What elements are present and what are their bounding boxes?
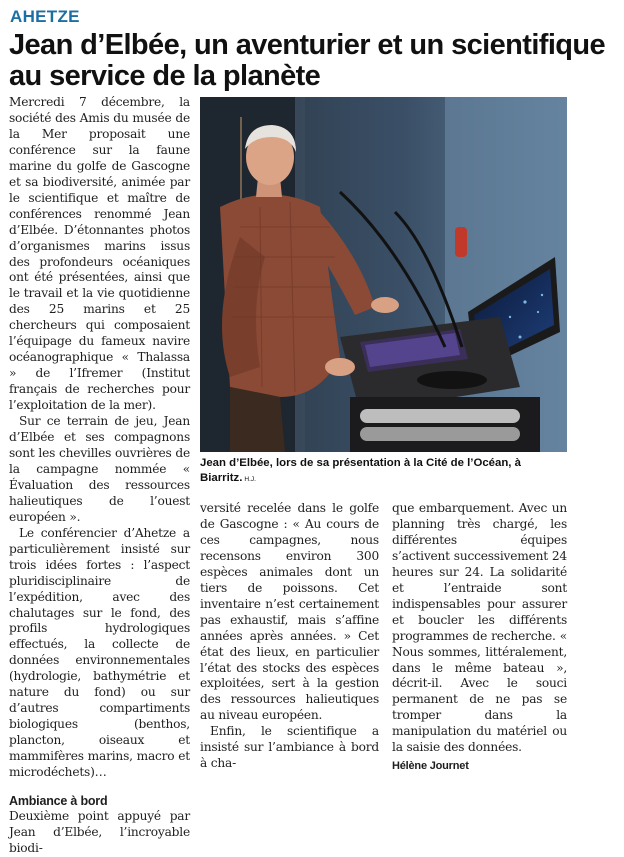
caption-text: Jean d’Elbée, lors de sa présentation à la Cité de l’Océan, à Biarritz. (200, 457, 521, 484)
article-photo (200, 97, 567, 452)
paragraph: versité recelée dans le golfe de Gascogne : « Au cours de ces campagnes, nous recensons environ 300 espèces animales dont un tiers de poissons. Cet inventaire n’est certainement pas exhaustif, mais s’affine années après années. » Cet état des lieux, en particulier l’état des stocks des espèces exploitées, sert à la gestion des ressources halieutiques au niveau européen. (200, 501, 379, 723)
paragraph: Mercredi 7 décembre, la société des Amis du musée de la Mer proposait une conférence sur la faune marine du golfe de Gascogne et sa biodiversité, animée par le scientifique et maître de conférences renommé Jean d’Elbée. D’étonnantes photos d’organismes marins issus des profondeurs océaniques ont été présentées, ainsi que le travail et la vie quotidienne des 25 marins et 25 chercheurs qui composaient l’équipage du fameux navire océanographique « Thalassa » de l’Ifremer (Institut français de recherches pour l’exploitation de la mer). (9, 95, 190, 413)
photo-credit: H.J. (244, 475, 256, 483)
article-headline: Jean d’Elbée, un aventurier et un scientifique au service de la planète (9, 29, 606, 92)
subheading: Ambiance à bord (9, 793, 108, 808)
section-kicker: AHETZE (10, 7, 80, 26)
paragraph: Enfin, le scientifique a insisté sur l’ambiance à bord à cha- (200, 724, 379, 771)
photo-caption (200, 456, 570, 487)
paragraph: Deuxième point appuyé par Jean d’Elbée, l’incroyable biodi- (9, 808, 190, 855)
author-byline: Hélène Journet (392, 760, 469, 773)
article-column-3 (392, 501, 567, 775)
paragraph: Sur ce terrain de jeu, Jean d’Elbée et ses compagnons sont les chevilles ouvrières de la campagne nommée « Évaluation des ressources halieutiques de l’ouest européen ». (9, 414, 190, 524)
paragraph: que embarquement. Avec un planning très chargé, les différentes équipes s’activent successivement 24 heures sur 24. La solidarité et l’entraide sont indispensables pour assurer et boucler les différents programmes de recherche. « Nous sommes, littéralement, dans le même bateau », décrit-il. Avec le souci permanent de ne pas se tromper dans la manipulation du matériel ou la saisie des données. (392, 501, 567, 755)
paragraph: Le conférencier d’Ahetze a particulièrement insisté sur trois idées fortes : l’aspect pluridisciplinaire de l’expédition, avec des chalutages sur le fond, des profils hydrologiques effectués, la collecte de données environnementales (hydrologie, bathymétrie et nature du fond) ou sur d’autres compartiments biologiques (benthos, plancton, oiseaux et mammifères marins, macro et microdéchets)… (9, 525, 190, 780)
article-column-2 (200, 501, 379, 772)
article-column-1 (9, 95, 190, 857)
